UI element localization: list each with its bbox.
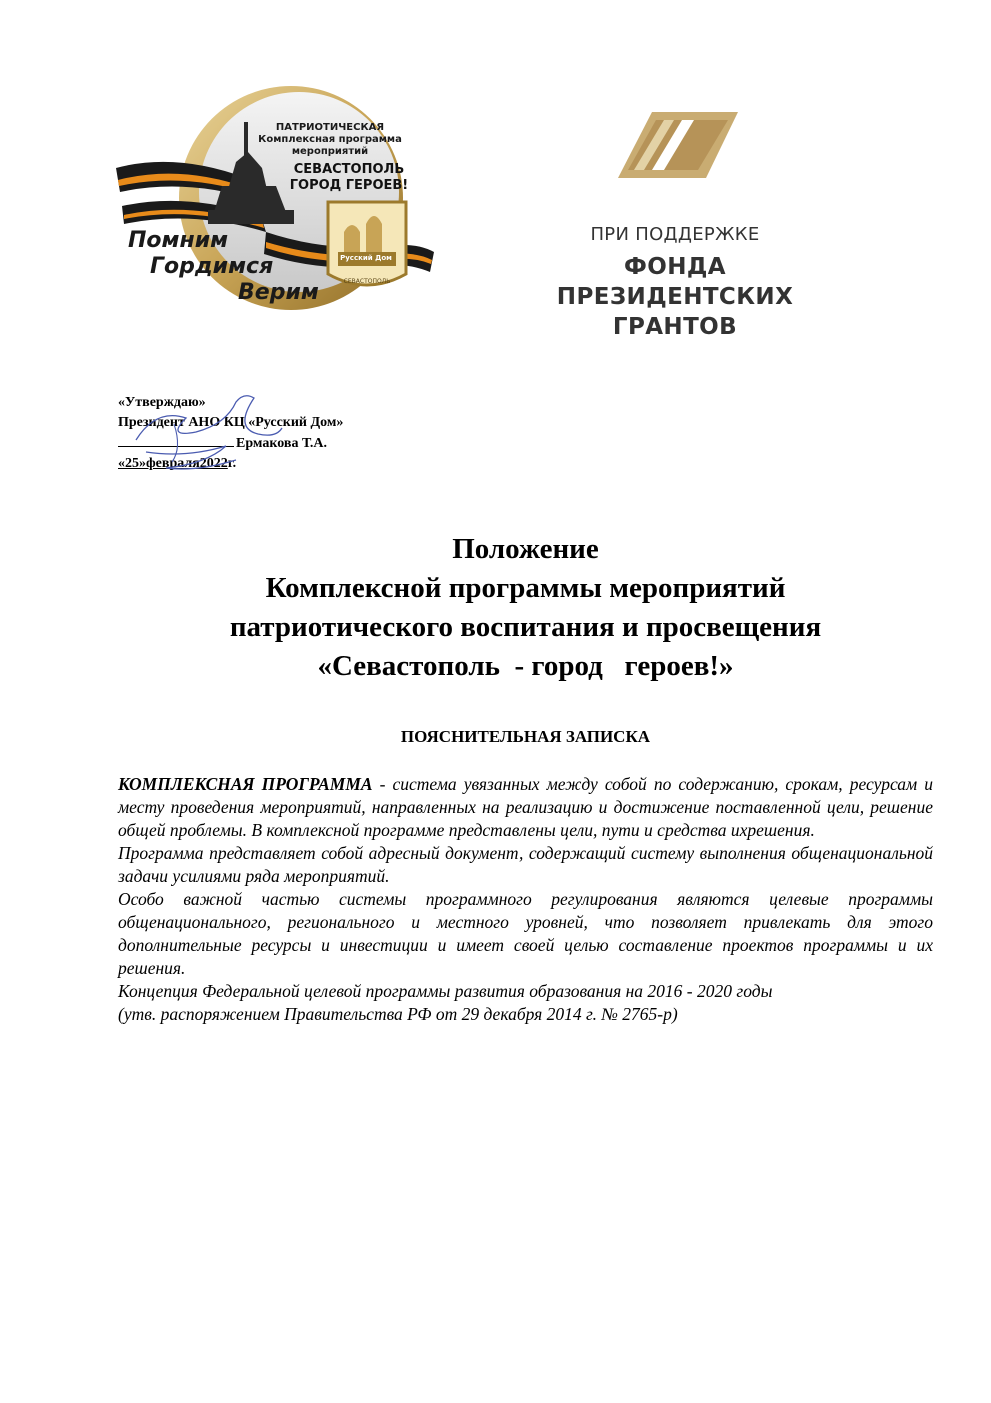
program-logo	[116, 82, 436, 330]
fund-support-line: ПРИ ПОДДЕРЖКЕ	[590, 224, 760, 245]
crest-label: Русский Дом	[340, 254, 392, 262]
title-line-4: «Севастополь - город героев!»	[317, 650, 734, 682]
crest-city-label: СЕВАСТОПОЛЬ	[343, 278, 391, 285]
emblem-top-text-3: мероприятий	[291, 146, 369, 157]
document-title	[100, 530, 951, 686]
grant-fund-mark-icon	[610, 108, 740, 180]
definition-term: КОМПЛЕКСНАЯ ПРОГРАММА	[118, 774, 373, 794]
approval-date-suffix: г.	[227, 456, 237, 471]
explanatory-note-body	[118, 773, 933, 1026]
grant-fund-logo	[540, 108, 810, 348]
paragraph-decree: (утв. распоряжением Правительства РФ от 29 декабря 2014 г. № 2765-р)	[118, 1004, 678, 1024]
approval-date: «25»февраля2022	[118, 456, 228, 471]
section-heading: ПОЯСНИТЕЛЬНАЯ ЗАПИСКА	[400, 727, 651, 746]
fund-name-line-1: ФОНДА	[624, 254, 726, 280]
slogan-remember: Помним	[128, 228, 229, 253]
paragraph-definition	[118, 773, 933, 842]
title-line-1: Положение	[452, 533, 599, 565]
paragraph-program: Программа представляет собой адресный документ, содержащий систему выполнения общенациональной задачи усилиями ряда мероприятий.	[118, 843, 933, 886]
approval-position: Президент АНО КЦ «Русский Дом»	[118, 415, 344, 430]
fund-name-line-2: ПРЕЗИДЕНТСКИХ	[556, 284, 794, 310]
paragraph-regulation: Особо важной частью системы программного регулирования являются целевые программы общенационального, регионального и местного уровней, что позволяет привлекать для этого дополнительные ресурсы и инвестиции и имеет своей целью составление проектов программы и их решения.	[118, 889, 933, 978]
slogan-believe: Верим	[238, 280, 319, 305]
emblem-city-line-1: СЕВАСТОПОЛЬ	[293, 162, 405, 177]
title-line-3: патриотического воспитания и просвещения	[229, 611, 822, 643]
approval-heading: «Утверждаю»	[118, 395, 206, 410]
title-line-2: Комплексной программы мероприятий	[265, 572, 786, 604]
emblem-top-text-2: Комплексная программа	[258, 134, 402, 145]
crest-emblem	[328, 202, 406, 285]
emblem-top-text-1: ПАТРИОТИЧЕСКАЯ	[275, 122, 385, 133]
paragraph-concept: Концепция Федеральной целевой программы развития образования на 2016 - 2020 годы	[118, 981, 773, 1001]
slogan-proud: Гордимся	[150, 254, 274, 279]
approval-signer-name: Ермакова Т.А.	[236, 436, 327, 451]
definition-text: - система увязанных между собой по содержанию, срокам, ресурсам и месту проведения мероприятий, направленных на реализацию и достижение поставленной цели, решение общей проблемы. В комплексной программе представлены цели, пути и средства ихрешения.	[118, 774, 934, 840]
handwritten-signature	[126, 388, 286, 478]
fund-name-line-3: ГРАНТОВ	[612, 314, 738, 340]
emblem-city-line-2: ГОРОД ГЕРОЕВ!	[289, 178, 409, 193]
